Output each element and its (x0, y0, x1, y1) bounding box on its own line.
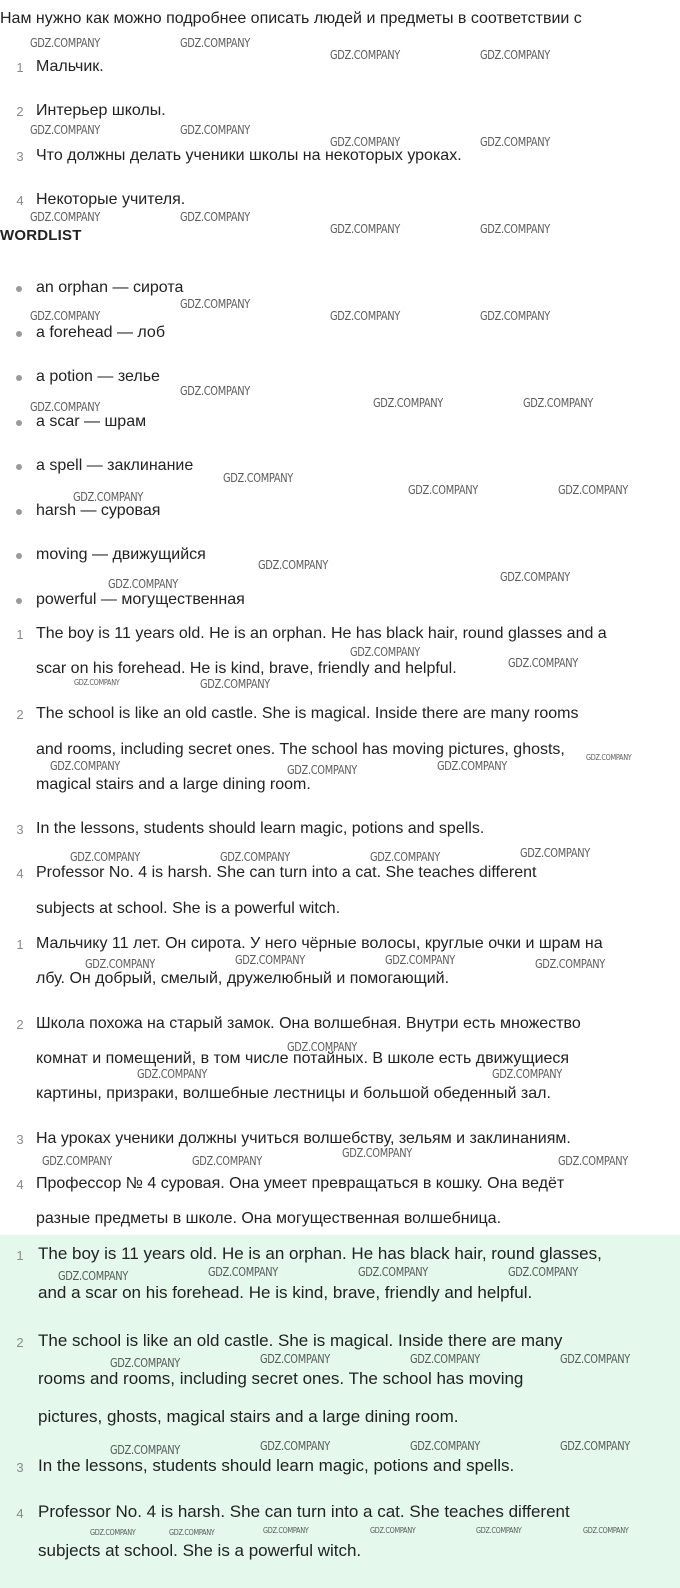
watermark: GDZ.COMPANY (410, 1439, 480, 1453)
answer-line: In the lessons, students should learn magic, potions and spells. (38, 1456, 515, 1475)
answer-line: картины, призраки, волшебные лестницы и большой обеденный зал. (36, 1085, 551, 1102)
wordlist-title: WORDLIST (0, 227, 82, 244)
answer-line: разные предметы в школе. Она могущественная волшебница. (36, 1210, 502, 1227)
watermark: GDZ.COMPANY (583, 1526, 629, 1535)
wordlist-item: powerful — могущественная (36, 591, 245, 608)
watermark: GDZ.COMPANY (260, 1352, 330, 1366)
answer-line: комнат и помещений, в том числе потайных. В школе есть движущиеся (36, 1050, 570, 1067)
answer-line: subjects at school. She is a powerful witch. (38, 1541, 362, 1560)
wordlist-item: moving — движущийся (36, 546, 206, 563)
task-number: 2 (16, 104, 24, 119)
bullet-icon (16, 509, 22, 515)
answer-number: 3 (16, 822, 24, 837)
watermark: GDZ.COMPANY (385, 953, 455, 967)
watermark: GDZ.COMPANY (50, 759, 120, 773)
answer-line: Professor No. 4 is harsh. She can turn into a cat. She teaches different (38, 1502, 570, 1521)
watermark: GDZ.COMPANY (370, 850, 440, 864)
watermark: GDZ.COMPANY (330, 135, 400, 149)
wordlist-item: harsh — суровая (36, 502, 161, 519)
bullet-icon (16, 331, 22, 337)
answer-line: In the lessons, students should learn magic, potions and spells. (36, 820, 485, 837)
answer-line: The boy is 11 years old. He is an orphan. He has black hair, round glasses, (38, 1244, 602, 1263)
watermark: GDZ.COMPANY (223, 471, 293, 485)
watermark: GDZ.COMPANY (169, 1528, 215, 1537)
wordlist-item: a forehead — лоб (36, 324, 165, 341)
watermark: GDZ.COMPANY (410, 1352, 480, 1366)
bullet-icon (16, 286, 22, 292)
watermark: GDZ.COMPANY (180, 297, 250, 311)
watermark: GDZ.COMPANY (58, 1269, 128, 1283)
watermark: GDZ.COMPANY (373, 396, 443, 410)
answer-line: and rooms, including secret ones. The school has moving pictures, ghosts, (36, 741, 565, 758)
answer-number: 3 (16, 1132, 24, 1147)
watermark: GDZ.COMPANY (220, 850, 290, 864)
watermark: GDZ.COMPANY (480, 135, 550, 149)
watermark: GDZ.COMPANY (350, 645, 420, 659)
watermark: GDZ.COMPANY (263, 1526, 309, 1535)
watermark: GDZ.COMPANY (30, 400, 100, 414)
watermark: GDZ.COMPANY (258, 558, 328, 572)
watermark: GDZ.COMPANY (137, 1067, 207, 1081)
bullet-icon (16, 375, 22, 381)
answer-number: 2 (16, 707, 24, 722)
watermark: GDZ.COMPANY (180, 384, 250, 398)
watermark: GDZ.COMPANY (480, 222, 550, 236)
bullet-icon (16, 553, 22, 559)
watermark: GDZ.COMPANY (408, 483, 478, 497)
watermark: GDZ.COMPANY (235, 953, 305, 967)
answer-number: 2 (16, 1335, 24, 1350)
answer-line: Школа похожа на старый замок. Она волшебная. Внутри есть множество (36, 1015, 581, 1032)
watermark: GDZ.COMPANY (586, 753, 632, 762)
watermark: GDZ.COMPANY (30, 36, 100, 50)
watermark: GDZ.COMPANY (492, 1067, 562, 1081)
answer-number: 1 (16, 627, 24, 642)
wordlist-item: an orphan — сирота (36, 279, 184, 296)
answer-line: лбу. Он добрый, смелый, дружелюбный и помогающий. (36, 970, 450, 987)
answer-line: На уроках ученики должны учиться волшебству, зельям и заклинаниям. (36, 1130, 571, 1147)
watermark: GDZ.COMPANY (42, 1154, 112, 1168)
watermark: GDZ.COMPANY (342, 1146, 412, 1160)
watermark: GDZ.COMPANY (192, 1154, 262, 1168)
answer-line: rooms and rooms, including secret ones. The school has moving (38, 1369, 524, 1388)
watermark: GDZ.COMPANY (523, 396, 593, 410)
answer-line: Мальчику 11 лет. Он сирота. У него чёрные волосы, круглые очки и шрам на (36, 935, 603, 952)
bullet-icon (16, 464, 22, 470)
watermark: GDZ.COMPANY (30, 309, 100, 323)
watermark: GDZ.COMPANY (108, 577, 178, 591)
answer-line: Professor No. 4 is harsh. She can turn into a cat. She teaches different (36, 864, 537, 881)
task-number: 1 (16, 60, 24, 75)
watermark: GDZ.COMPANY (287, 1040, 357, 1054)
wordlist-item: a scar — шрам (36, 413, 147, 430)
answer-line: Профессор № 4 суровая. Она умеет превращаться в кошку. Она ведёт (36, 1175, 565, 1192)
task-number: 3 (16, 149, 24, 164)
answer-line: The boy is 11 years old. He is an orphan. He has black hair, round glasses and a (36, 625, 607, 642)
watermark: GDZ.COMPANY (480, 48, 550, 62)
watermark: GDZ.COMPANY (180, 210, 250, 224)
watermark: GDZ.COMPANY (437, 759, 507, 773)
answer-number: 2 (16, 1017, 24, 1032)
watermark: GDZ.COMPANY (358, 1265, 428, 1279)
task-item: Мальчик. (36, 58, 104, 75)
watermark: GDZ.COMPANY (85, 957, 155, 971)
answer-line: subjects at school. She is a powerful witch. (36, 900, 341, 917)
watermark: GDZ.COMPANY (200, 677, 270, 691)
task-item: Некоторые учителя. (36, 191, 186, 208)
watermark: GDZ.COMPANY (558, 483, 628, 497)
intro-text: Нам нужно как можно подробнее описать людей и предметы в соответствии с (0, 10, 582, 27)
watermark: GDZ.COMPANY (208, 1265, 278, 1279)
answer-number: 1 (16, 937, 24, 952)
task-number: 4 (16, 193, 24, 208)
watermark: GDZ.COMPANY (73, 490, 143, 504)
watermark: GDZ.COMPANY (74, 678, 120, 687)
watermark: GDZ.COMPANY (110, 1356, 180, 1370)
answer-line: magical stairs and a large dining room. (36, 776, 311, 793)
answer-line: and a scar on his forehead. He is kind, brave, friendly and helpful. (38, 1283, 533, 1302)
watermark: GDZ.COMPANY (500, 570, 570, 584)
watermark: GDZ.COMPANY (260, 1439, 330, 1453)
watermark: GDZ.COMPANY (180, 36, 250, 50)
wordlist-item: a potion — зелье (36, 368, 160, 385)
watermark: GDZ.COMPANY (330, 222, 400, 236)
watermark: GDZ.COMPANY (110, 1443, 180, 1457)
watermark: GDZ.COMPANY (560, 1352, 630, 1366)
watermark: GDZ.COMPANY (70, 850, 140, 864)
watermark: GDZ.COMPANY (30, 123, 100, 137)
answer-line: The school is like an old castle. She is magical. Inside there are many (38, 1331, 563, 1350)
watermark: GDZ.COMPANY (476, 1526, 522, 1535)
wordlist-item: a spell — заклинание (36, 457, 194, 474)
watermark: GDZ.COMPANY (560, 1439, 630, 1453)
watermark: GDZ.COMPANY (508, 1265, 578, 1279)
answer-number: 3 (16, 1460, 24, 1475)
bullet-icon (16, 598, 22, 604)
watermark: GDZ.COMPANY (535, 957, 605, 971)
watermark: GDZ.COMPANY (90, 1528, 136, 1537)
answer-number: 1 (16, 1248, 24, 1263)
watermark: GDZ.COMPANY (180, 123, 250, 137)
watermark: GDZ.COMPANY (370, 1526, 416, 1535)
watermark: GDZ.COMPANY (520, 846, 590, 860)
answer-line: scar on his forehead. He is kind, brave, friendly and helpful. (36, 660, 457, 677)
task-item: Что должны делать ученики школы на некоторых уроках. (36, 147, 462, 164)
answer-number: 4 (16, 1506, 24, 1521)
watermark: GDZ.COMPANY (330, 309, 400, 323)
bullet-icon (16, 420, 22, 426)
watermark: GDZ.COMPANY (480, 309, 550, 323)
watermark: GDZ.COMPANY (508, 656, 578, 670)
answer-line: pictures, ghosts, magical stairs and a large dining room. (38, 1407, 459, 1426)
answer-line: The school is like an old castle. She is magical. Inside there are many rooms (36, 705, 579, 722)
watermark: GDZ.COMPANY (30, 210, 100, 224)
answer-number: 4 (16, 1177, 24, 1192)
watermark: GDZ.COMPANY (287, 763, 357, 777)
watermark: GDZ.COMPANY (330, 48, 400, 62)
task-item: Интерьер школы. (36, 102, 166, 119)
answer-number: 4 (16, 866, 24, 881)
watermark: GDZ.COMPANY (558, 1154, 628, 1168)
